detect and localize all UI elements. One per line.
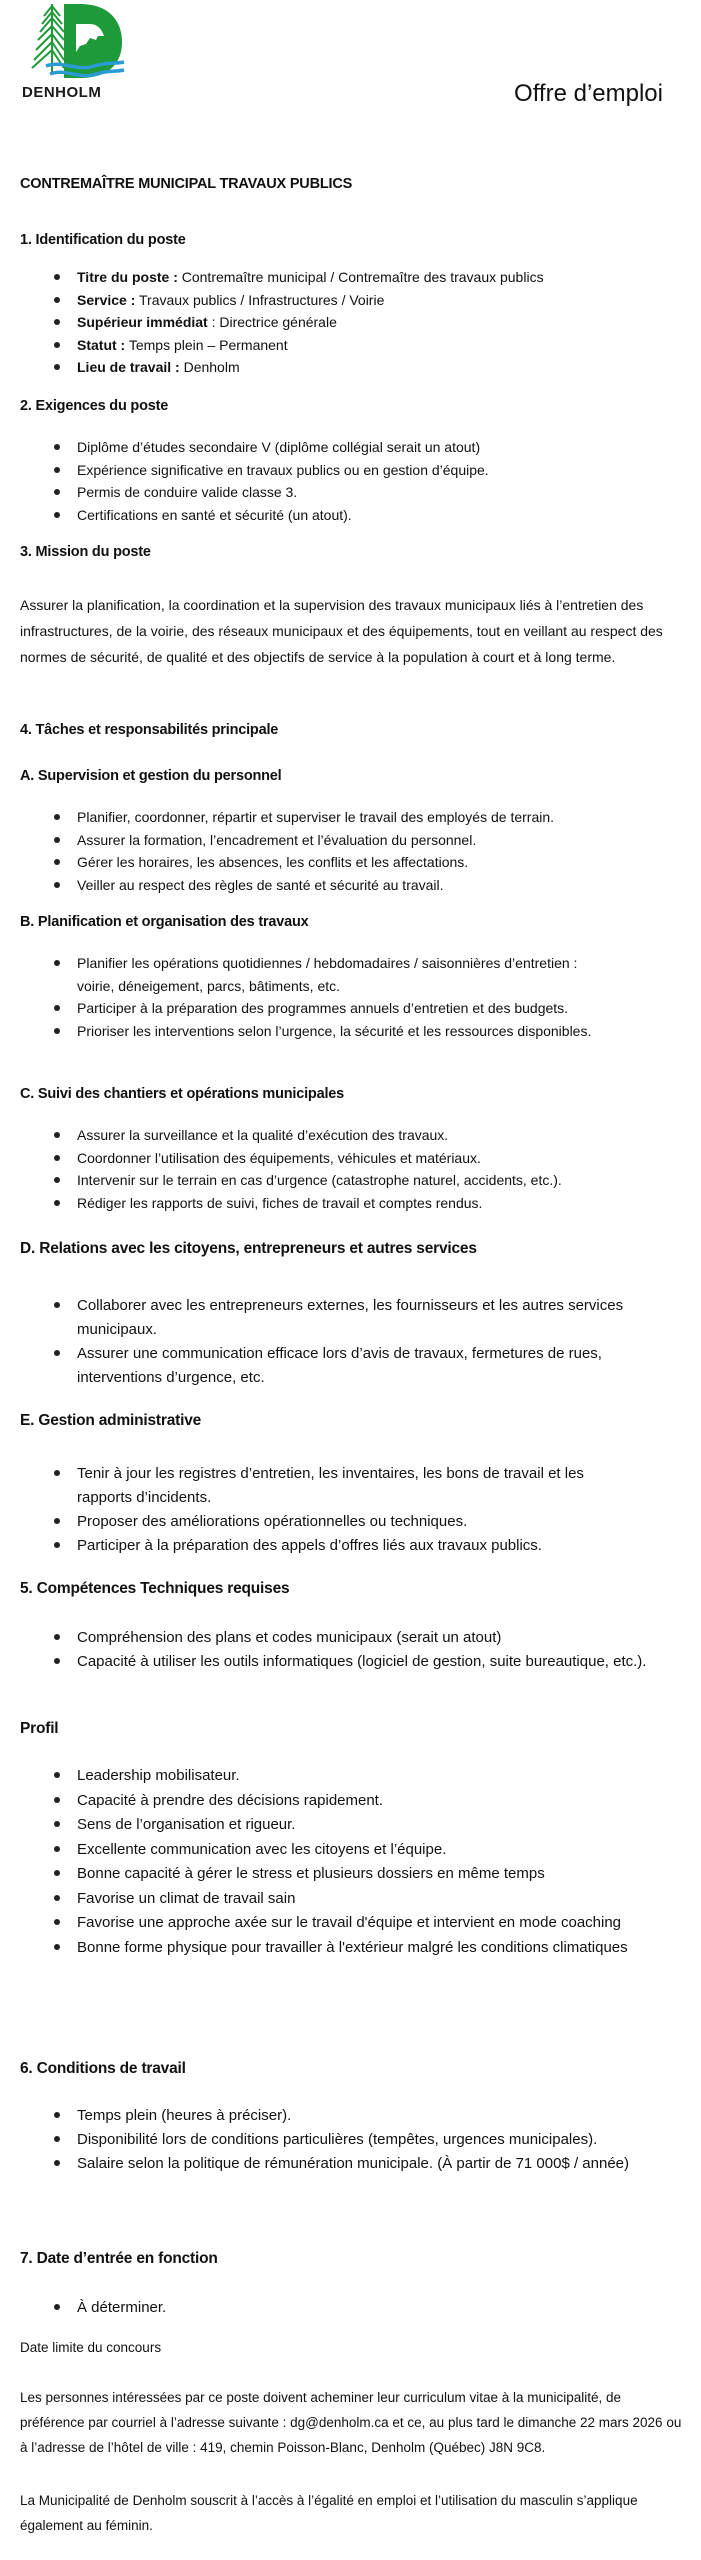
list-item: Veiller au respect des règles de santé et sécurité au travail. <box>48 874 681 897</box>
list-item: Prioriser les interventions selon l’urgence, la sécurité et les ressources disponibles. <box>48 1020 611 1043</box>
list-item <box>48 266 681 289</box>
item-label: Supérieur immédiat <box>77 314 208 330</box>
item-value: Denholm <box>179 359 240 375</box>
list-item <box>48 289 681 312</box>
item-value: Temps plein – Permanent <box>125 336 288 353</box>
section-heading-exigences: 2. Exigences du poste <box>20 398 169 414</box>
list-item: Tenir à jour les registres d’entretien, les inventaires, les bons de travail et les rapports d’incidents. <box>48 1462 641 1510</box>
list-item: Favorise un climat de travail sain <box>48 1887 631 1912</box>
list-item: À déterminer. <box>48 2296 689 2320</box>
taches-a-list <box>48 806 681 896</box>
list-item: Bonne capacité à gérer le stress et plusieurs dossiers en même temps <box>48 1862 631 1887</box>
section-heading-profil: Profil <box>20 1720 59 1737</box>
list-item <box>48 356 681 379</box>
section-heading-competences: 5. Compétences Techniques requises <box>20 1580 290 1597</box>
taches-c-list <box>48 1124 681 1214</box>
logo-emblem-icon <box>18 0 130 84</box>
subsection-heading-e: E. Gestion administrative <box>20 1412 202 1429</box>
list-item: Leadership mobilisateur. <box>48 1764 631 1789</box>
list-item: Salaire selon la politique de rémunération municipale. (À partir de 71 000$ / année) <box>48 2152 661 2176</box>
logo-text: DENHOLM <box>22 84 102 101</box>
denholm-logo <box>18 0 130 108</box>
conditions-list <box>48 2104 661 2176</box>
list-item: Temps plein (heures à préciser). <box>48 2104 661 2128</box>
item-label: Titre du poste : <box>77 269 178 285</box>
subsection-heading-c: C. Suivi des chantiers et opérations municipales <box>20 1086 344 1102</box>
list-item: Intervenir sur le terrain en cas d’urgence (catastrophe naturel, accidents, etc.). <box>48 1169 681 1192</box>
list-item: Planifier, coordonner, répartir et superviser le travail des employés de terrain. <box>48 806 681 829</box>
list-item: Permis de conduire valide classe 3. <box>48 481 681 504</box>
section-heading-mission: 3. Mission du poste <box>20 544 151 560</box>
list-item: Compréhension des plans et codes municipaux (serait un atout) <box>48 1626 689 1650</box>
date-limite-heading: Date limite du concours <box>20 2340 162 2355</box>
list-item: Assurer une communication efficace lors d’avis de travaux, fermetures de rues, interventions d’urgence, etc. <box>48 1342 689 1390</box>
list-item: Capacité à prendre des décisions rapidement. <box>48 1789 631 1814</box>
list-item: Participer à la préparation des appels d’offres liés aux travaux publics. <box>48 1534 641 1558</box>
section-heading-taches: 4. Tâches et responsabilités principale <box>20 722 279 738</box>
list-item: Expérience significative en travaux publics ou en gestion d’équipe. <box>48 459 681 482</box>
date-entree-list <box>48 2296 689 2320</box>
list-item: Sens de l’organisation et rigueur. <box>48 1813 631 1838</box>
list-item: Bonne forme physique pour travailler à l'extérieur malgré les conditions climatiques <box>48 1936 631 1961</box>
list-item: Certifications en santé et sécurité (un atout). <box>48 504 681 527</box>
subsection-heading-a: A. Supervision et gestion du personnel <box>20 768 282 784</box>
list-item: Capacité à utiliser les outils informatiques (logiciel de gestion, suite bureautique, etc.). <box>48 1650 689 1674</box>
list-item: Excellente communication avec les citoyens et l’équipe. <box>48 1838 631 1863</box>
section-heading-identification: 1. Identification du poste <box>20 232 186 248</box>
list-item: Collaborer avec les entrepreneurs externes, les fournisseurs et les autres services municipaux. <box>48 1294 689 1342</box>
profil-list <box>48 1764 631 1960</box>
list-item: Planifier les opérations quotidiennes / hebdomadaires / saisonnières d’entretien : voirie, déneigement, parcs, bâtiments, etc. <box>48 952 611 997</box>
list-item: Participer à la préparation des programmes annuels d’entretien et des budgets. <box>48 997 611 1020</box>
exigences-list <box>48 436 681 526</box>
subsection-heading-d: D. Relations avec les citoyens, entrepreneurs et autres services <box>20 1240 477 1257</box>
taches-e-list <box>48 1462 641 1558</box>
list-item: Assurer la formation, l’encadrement et l’évaluation du personnel. <box>48 829 681 852</box>
list-item: Proposer des améliorations opérationnelles ou techniques. <box>48 1510 641 1534</box>
job-title: CONTREMAÎTRE MUNICIPAL TRAVAUX PUBLICS <box>20 176 353 192</box>
section-heading-date-entree: 7. Date d’entrée en fonction <box>20 2250 218 2267</box>
list-item: Disponibilité lors de conditions particulières (tempêtes, urgences municipales). <box>48 2128 661 2152</box>
taches-d-list <box>48 1294 689 1390</box>
list-item: Favorise une approche axée sur le travail d'équipe et intervient en mode coaching <box>48 1911 631 1936</box>
identification-list <box>48 266 681 379</box>
date-limite-paragraph: Les personnes intéressées par ce poste doivent acheminer leur curriculum vitae à la municipalité, de préférence par courriel à l’adresse suivante : dg@denholm.ca et ce, au plus tard le dimanche 22 mars 2026 ou à l’adresse de l’hôtel de ville : 419, chemin Poisson-Blanc, Denholm (Québec) J8N 9C8. <box>20 2390 682 2455</box>
list-item: Coordonner l’utilisation des équipements, véhicules et matériaux. <box>48 1147 681 1170</box>
item-value: Contremaître municipal / Contremaître des travaux publics <box>177 269 544 285</box>
list-item: Rédiger les rapports de suivi, fiches de travail et comptes rendus. <box>48 1192 681 1215</box>
list-item: Gérer les horaires, les absences, les conflits et les affectations. <box>48 851 681 874</box>
competences-list <box>48 1626 689 1674</box>
list-item: Diplôme d’études secondaire V (diplôme collégial serait un atout) <box>48 436 681 459</box>
taches-b-list <box>48 952 611 1042</box>
list-item: Assurer la surveillance et la qualité d’exécution des travaux. <box>48 1124 681 1147</box>
subsection-heading-b: B. Planification et organisation des travaux <box>20 914 309 930</box>
offer-title: Offre d’emploi <box>514 80 663 107</box>
list-item <box>48 311 681 334</box>
item-label: Lieu de travail : <box>77 359 180 375</box>
list-item <box>48 334 681 357</box>
item-value: : Directrice générale <box>207 314 337 330</box>
mission-paragraph: Assurer la planification, la coordination et la supervision des travaux municipaux liés à l’entretien des infrastructures, de la voirie, des réseaux municipaux et des équipements, tout en veillant au respect des normes de sécurité, de qualité et des objectifs de service à la population à court et à long terme. <box>20 597 663 665</box>
section-heading-conditions: 6. Conditions de travail <box>20 2060 186 2077</box>
item-label: Statut : <box>77 336 126 353</box>
item-label: Service : <box>77 291 136 308</box>
egalite-paragraph: La Municipalité de Denholm souscrit à l’accès à l’égalité en emploi et l’utilisation du masculin s’applique également au féminin. <box>20 2493 638 2533</box>
item-value: Travaux publics / Infrastructures / Voirie <box>135 291 385 308</box>
